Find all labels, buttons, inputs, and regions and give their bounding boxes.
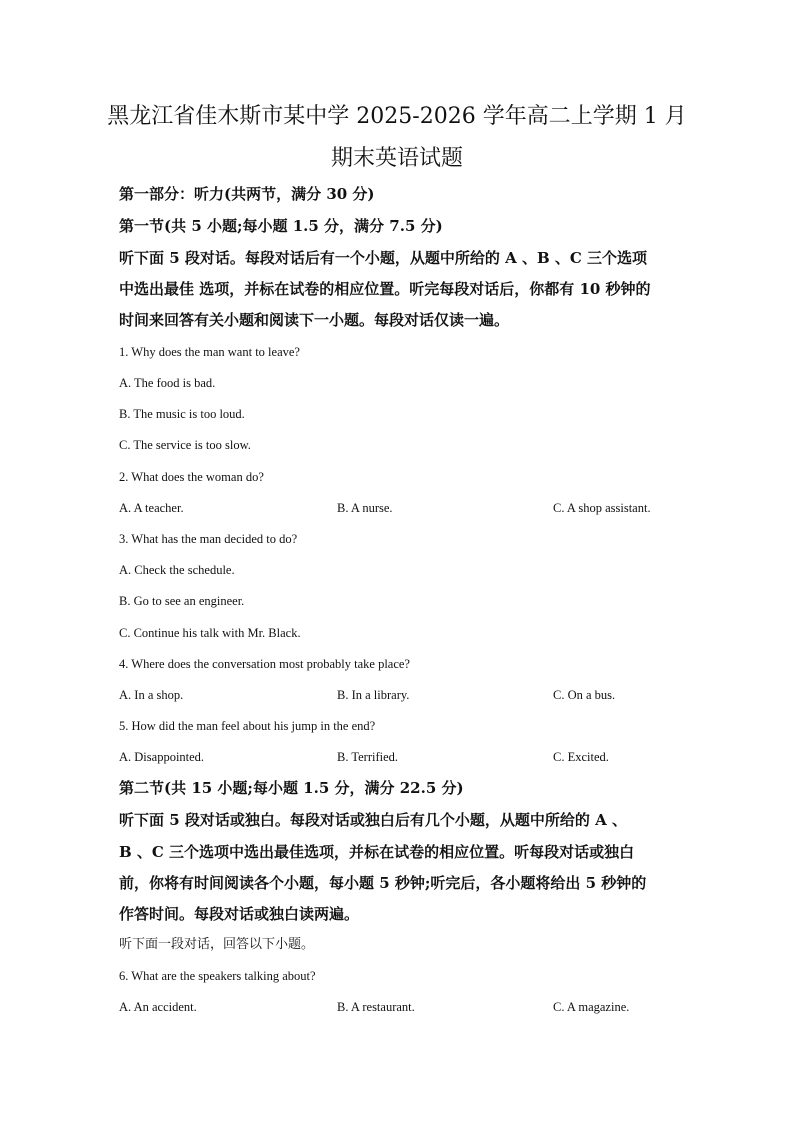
question-6-option-b: B. A restaurant.: [337, 1000, 415, 1014]
question-4-option-c: C. On a bus.: [553, 688, 616, 702]
section2-instruction-line1: 听下面 5 段对话或独白。每段对话或独白后有几个小题，从题中所给的 A 、: [119, 811, 627, 829]
section2-instruction-line2: B 、C 三个选项中选出最佳选项，并标在试卷的相应位置。听每段对话或独白: [119, 843, 635, 861]
question-4-option-b: B. In a library.: [337, 688, 410, 702]
question-2-option-a: A. A teacher.: [119, 501, 184, 515]
question-4-stem: 4. Where does the conversation most probably take place?: [119, 657, 410, 671]
question-5-option-c: C. Excited.: [553, 750, 609, 764]
question-3-option-c: C. Continue his talk with Mr. Black.: [119, 626, 301, 640]
question-5-option-a: A. Disappointed.: [119, 750, 205, 764]
section2-heading: 第二节(共 15 小题;每小题 1.5 分，满分 22.5 分): [119, 779, 464, 797]
question-1-stem: 1. Why does the man want to leave?: [119, 345, 300, 359]
question-3-stem: 3. What has the man decided to do?: [119, 532, 298, 546]
question-2-stem: 2. What does the woman do?: [119, 470, 264, 484]
exam-title-line1: 黑龙江省佳木斯市某中学 2025-2026 学年高二上学期 1 月: [107, 104, 687, 129]
question-3-option-b: B. Go to see an engineer.: [119, 594, 245, 608]
section2-sub-instruction: 听下面一段对话，回答以下小题。: [119, 937, 315, 952]
question-6-option-a: A. An accident.: [119, 1000, 197, 1014]
section2-instruction-line4: 作答时间。每段对话或独白读两遍。: [119, 905, 360, 923]
question-5-option-b: B. Terrified.: [337, 750, 399, 764]
section1-instruction-line1: 听下面 5 段对话。每段对话后有一个小题，从题中所给的 A 、B 、C 三个选项: [119, 249, 648, 267]
question-3-option-a: A. Check the schedule.: [119, 563, 235, 577]
question-4-option-a: A. In a shop.: [119, 688, 184, 702]
section1-instruction-line2: 中选出最佳 选项，并标在试卷的相应位置。听完每段对话后，你都有 10 秒钟的: [119, 280, 651, 298]
section1-instruction-line3: 时间来回答有关小题和阅读下一小题。每段对话仅读一遍。: [119, 311, 510, 329]
section2-instruction-line3: 前，你将有时间阅读各个小题，每小题 5 秒钟;听完后，各小题将给出 5 秒钟的: [119, 874, 647, 892]
question-2-option-b: B. A nurse.: [337, 501, 393, 515]
question-1-option-b: B. The music is too loud.: [119, 407, 245, 421]
section1-heading: 第一节(共 5 小题;每小题 1.5 分，满分 7.5 分): [119, 217, 443, 235]
exam-title-line2: 期末英语试题: [330, 146, 463, 171]
question-6-option-c: C. A magazine.: [553, 1000, 630, 1014]
question-6-stem: 6. What are the speakers talking about?: [119, 969, 316, 983]
question-2-option-c: C. A shop assistant.: [553, 501, 651, 515]
part1-heading: 第一部分：听力(共两节，满分 30 分): [119, 185, 375, 203]
question-1-option-c: C. The service is too slow.: [119, 438, 251, 452]
question-1-option-a: A. The food is bad.: [119, 376, 216, 390]
question-5-stem: 5. How did the man feel about his jump in the end?: [119, 719, 376, 733]
